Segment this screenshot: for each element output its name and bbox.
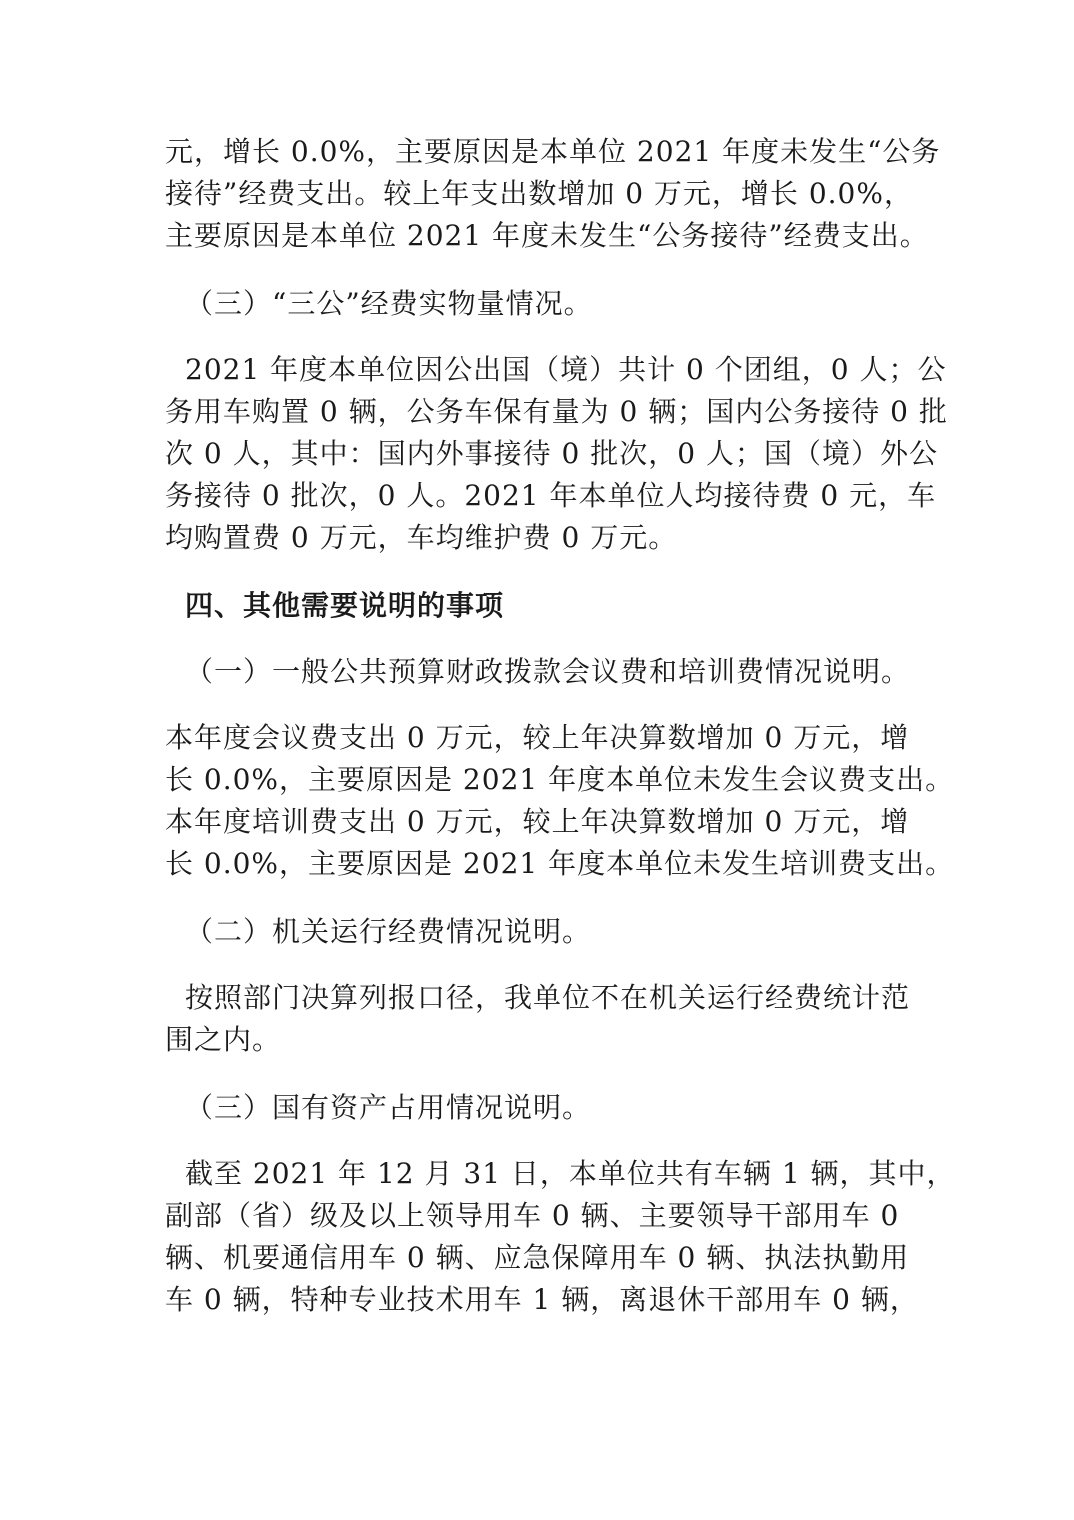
paragraph-line: 按照部门决算列报口径，我单位不在机关运行经费统计范 — [185, 981, 911, 1014]
paragraph-line: 长 0.0%，主要原因是 2021 年度本单位未发生会议费支出。 — [165, 763, 955, 796]
paragraph-line: 截至 2021 年 12 月 31 日，本单位共有车辆 1 辆，其中， — [185, 1157, 956, 1190]
paragraph-line: 元，增长 0.0%，主要原因是本单位 2021 年度未发生“公务 — [165, 135, 941, 168]
paragraph-line: 主要原因是本单位 2021 年度未发生“公务接待”经费支出。 — [165, 219, 929, 252]
paragraph-line: 次 0 人，其中：国内外事接待 0 批次，0 人；国（境）外公 — [165, 437, 938, 470]
paragraph-line: 务用车购置 0 辆，公务车保有量为 0 辆；国内公务接待 0 批 — [165, 395, 948, 428]
paragraph-line: 辆、机要通信用车 0 辆、应急保障用车 0 辆、执法执勤用 — [165, 1241, 910, 1274]
subheading-meeting-training: （一）一般公共预算财政拨款会议费和培训费情况说明。 — [185, 655, 911, 688]
paragraph-line: 本年度培训费支出 0 万元，较上年决算数增加 0 万元，增 — [165, 805, 910, 838]
subheading-operating-expenses: （二）机关运行经费情况说明。 — [185, 915, 592, 948]
paragraph-line: 本年度会议费支出 0 万元，较上年决算数增加 0 万元，增 — [165, 721, 910, 754]
paragraph-line: 务接待 0 批次，0 人。2021 年本单位人均接待费 0 元，车 — [165, 479, 937, 512]
paragraph-line: 车 0 辆，特种专业技术用车 1 辆，离退休干部用车 0 辆， — [165, 1283, 919, 1316]
paragraph-line: 接待”经费支出。较上年支出数增加 0 万元，增长 0.0%， — [165, 177, 913, 210]
paragraph-line: 2021 年度本单位因公出国（境）共计 0 个团组，0 人；公 — [185, 353, 947, 386]
paragraph-line: 围之内。 — [165, 1023, 282, 1056]
subheading-san-gong: （三）“三公”经费实物量情况。 — [185, 287, 593, 320]
paragraph-line: 副部（省）级及以上领导用车 0 辆、主要领导干部用车 0 — [165, 1199, 900, 1232]
section-heading: 四、其他需要说明的事项 — [185, 589, 505, 622]
paragraph-line: 长 0.0%，主要原因是 2021 年度本单位未发生培训费支出。 — [165, 847, 955, 880]
subheading-state-assets: （三）国有资产占用情况说明。 — [185, 1091, 592, 1124]
paragraph-line: 均购置费 0 万元，车均维护费 0 万元。 — [165, 521, 678, 554]
